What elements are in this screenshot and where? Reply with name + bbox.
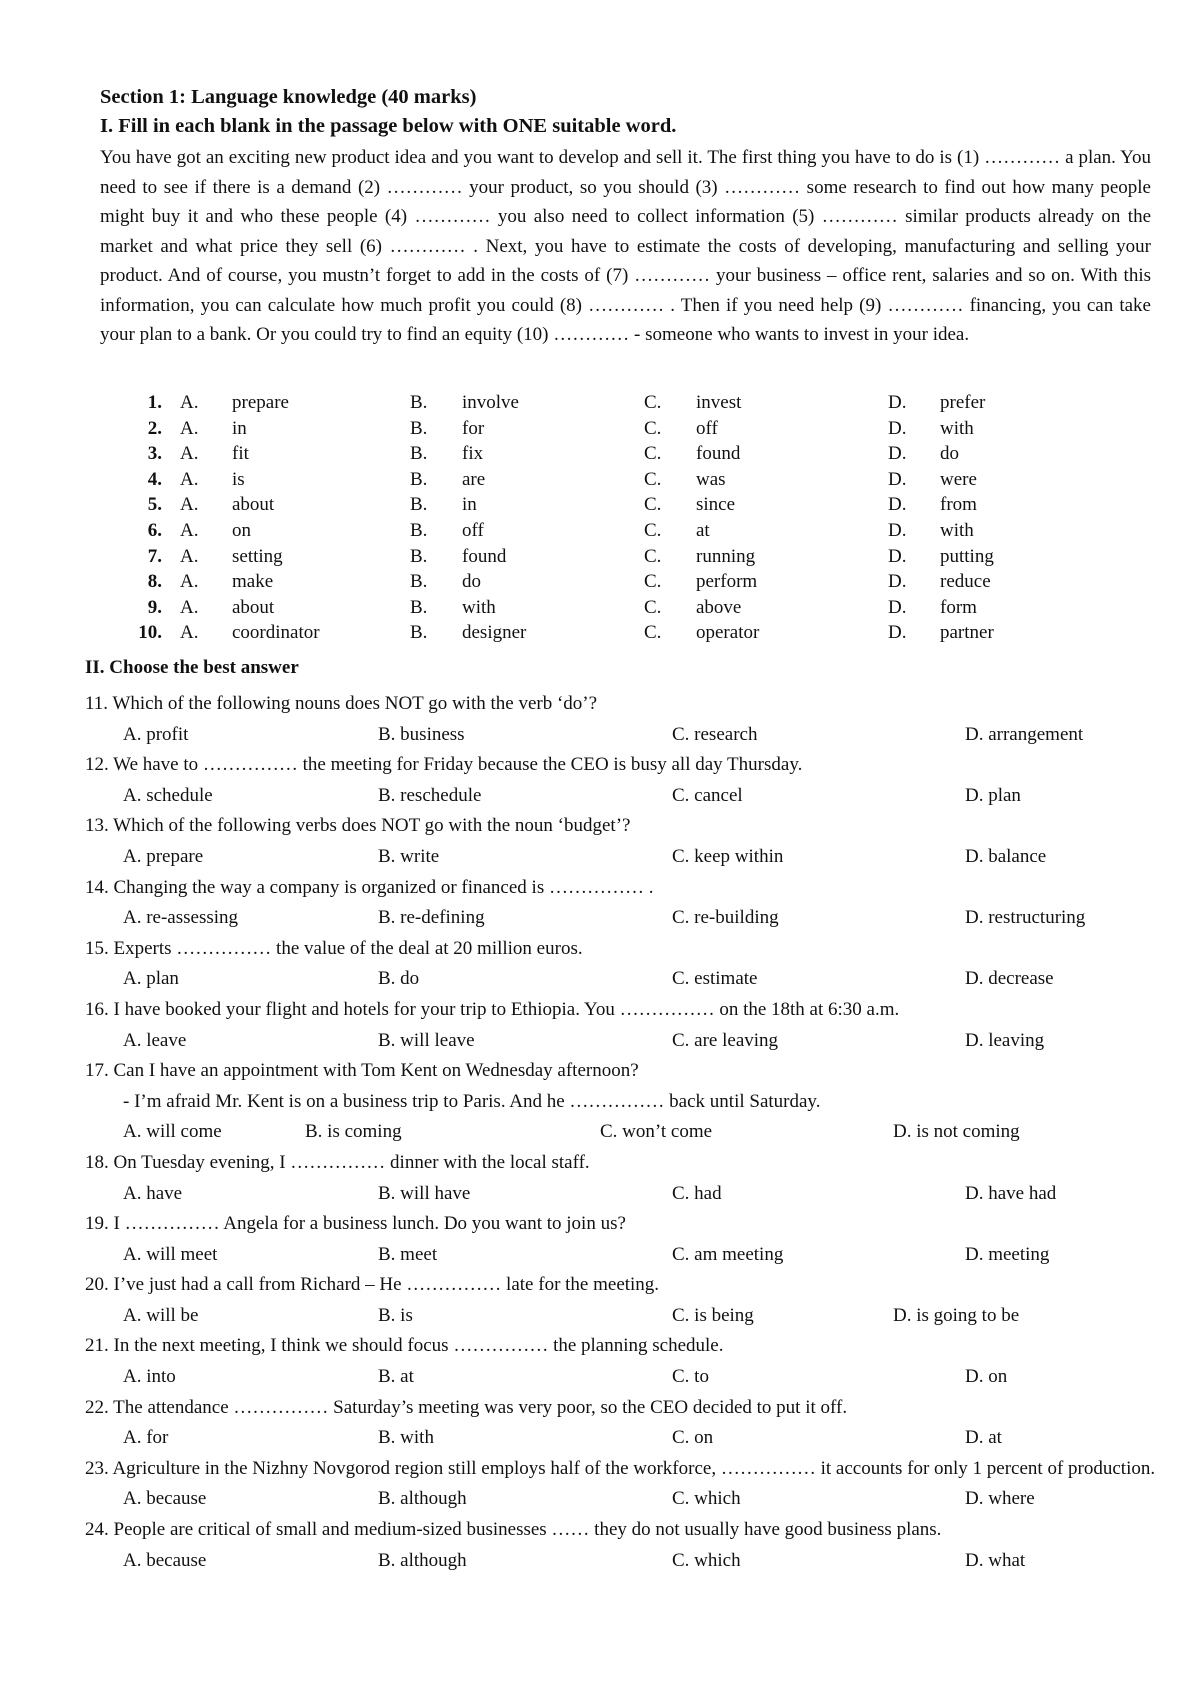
answer-row	[85, 720, 1160, 751]
question-text: 18. On Tuesday evening, I …………… dinner with the local staff.	[85, 1151, 590, 1173]
cloze-passage: You have got an exciting new product idea and you want to develop and sell it. The first thing you have to do is (1) ………… a plan. You need to see if there is a demand (2) ………… your product, so you should (3) ………… some research to find out how many people might buy it and who these people (4) ………… you also need to collect information (5) ………… similar products already on the market and what price they sell (6) ………… . Next, you have to estimate the costs of developing, manufacturing and selling your product. And of course, you mustn’t forget to add in the costs of (7) ………… your business – office rent, salaries and so on. With this information, you can calculate how much profit you could (8) ………… . Then if you need help (9) ………… financing, you can take your plan to a bank. Or you could try to find an equity (10) ………… - someone who wants to invest in your idea.	[100, 147, 1151, 345]
answer-option-c[interactable]: C. on	[672, 1427, 714, 1449]
option-letter: C.	[644, 494, 662, 516]
item-number: 3.	[147, 443, 162, 465]
option-a: about	[232, 596, 275, 618]
question-item	[85, 1209, 1160, 1270]
answer-option-d[interactable]: D. plan	[965, 784, 1021, 806]
answer-option-b[interactable]: B. although	[378, 1488, 467, 1510]
question-text: 15. Experts …………… the value of the deal at 20 million euros.	[85, 937, 583, 959]
part1-title: I. Fill in each blank in the passage below with ONE suitable word.	[100, 115, 677, 137]
option-letter: B.	[410, 417, 428, 439]
answer-option-b[interactable]: B. is	[378, 1304, 413, 1326]
question-item	[85, 689, 1160, 750]
option-b: for	[462, 417, 485, 439]
answer-option-c[interactable]: C. which	[672, 1488, 741, 1510]
answer-option-a[interactable]: A. schedule	[123, 784, 213, 806]
option-row	[130, 492, 1060, 518]
question-item	[85, 1148, 1160, 1209]
question-item	[85, 1515, 1160, 1576]
answer-row	[85, 842, 1160, 873]
option-letter: C.	[644, 443, 662, 465]
answer-option-d[interactable]: D. meeting	[965, 1243, 1050, 1265]
option-letter: B.	[410, 468, 428, 490]
option-letter: A.	[180, 545, 199, 567]
option-row	[130, 569, 1060, 595]
option-letter: C.	[644, 417, 662, 439]
option-letter: D.	[888, 443, 907, 465]
answer-option-c[interactable]: C. to	[672, 1366, 709, 1388]
answer-option-d[interactable]: D. what	[965, 1549, 1026, 1571]
question-item	[85, 1270, 1160, 1331]
answer-option-c[interactable]: C. estimate	[672, 968, 758, 990]
option-d: reduce	[940, 571, 991, 593]
answer-option-c[interactable]: C. cancel	[672, 784, 743, 806]
question-text: 11. Which of the following nouns does NOT go with the verb ‘do’?	[85, 693, 598, 714]
item-number: 2.	[147, 417, 162, 439]
question-item	[85, 1331, 1160, 1392]
option-c: perform	[696, 571, 758, 593]
answer-option-a[interactable]: A. prepare	[123, 845, 204, 867]
answer-row	[85, 781, 1160, 812]
answer-option-b[interactable]: B. re-defining	[378, 907, 485, 929]
answer-row	[85, 1546, 1160, 1577]
option-b: in	[462, 494, 477, 516]
option-letter: B.	[410, 392, 428, 413]
option-a: setting	[232, 545, 283, 567]
item-number: 7.	[147, 545, 162, 567]
item-number: 8.	[147, 571, 162, 593]
option-a: about	[232, 494, 275, 516]
item-number: 6.	[147, 519, 162, 541]
answer-option-a[interactable]: A. for	[123, 1427, 169, 1449]
option-a: fit	[232, 443, 249, 465]
option-letter: D.	[888, 545, 907, 567]
answer-option-a[interactable]: A. will be	[123, 1304, 199, 1326]
option-b: fix	[462, 443, 484, 465]
question-text: 14. Changing the way a company is organized or financed is …………… .	[85, 876, 654, 898]
answer-option-c[interactable]: C. am meeting	[672, 1243, 784, 1265]
option-letter: A.	[180, 468, 199, 490]
answer-row	[85, 1301, 1160, 1332]
option-d: prefer	[940, 392, 986, 413]
option-letter: A.	[180, 392, 199, 413]
answer-option-d[interactable]: D. have had	[965, 1182, 1057, 1204]
answer-option-c[interactable]: C. had	[672, 1182, 722, 1204]
question-text: 19. I …………… Angela for a business lunch. Do you want to join us?	[85, 1213, 626, 1235]
option-letter: C.	[644, 596, 662, 618]
option-letter: B.	[410, 494, 428, 516]
answer-option-a[interactable]: A. will come	[123, 1121, 222, 1143]
answer-row	[85, 964, 1160, 995]
answer-option-c[interactable]: C. is being	[672, 1304, 754, 1326]
answer-option-d[interactable]: D. leaving	[965, 1029, 1045, 1051]
option-letter: B.	[410, 443, 428, 465]
answer-option-d[interactable]: D. where	[965, 1488, 1035, 1510]
option-a: coordinator	[232, 622, 320, 644]
answer-option-a[interactable]: A. into	[123, 1366, 176, 1388]
option-b: with	[462, 596, 496, 618]
option-b: off	[462, 519, 484, 541]
question-text: 13. Which of the following verbs does NOT go with the noun ‘budget’?	[85, 815, 631, 837]
answer-option-b[interactable]: B. although	[378, 1549, 467, 1571]
option-a: is	[232, 468, 245, 490]
item-number: 4.	[147, 468, 162, 490]
answer-row	[85, 1117, 1160, 1148]
option-row	[130, 441, 1060, 467]
option-letter: A.	[180, 596, 199, 618]
option-c: operator	[696, 622, 760, 644]
answer-option-a[interactable]: A. leave	[123, 1029, 187, 1051]
part2-title: II. Choose the best answer	[85, 657, 299, 678]
option-d: with	[940, 519, 974, 541]
question-text: 24. People are critical of small and medium-sized businesses …… they do not usually have good business plans.	[85, 1519, 942, 1541]
option-letter: C.	[644, 622, 662, 644]
answer-option-a[interactable]: A. will meet	[123, 1243, 218, 1265]
answer-option-b[interactable]: B. will leave	[378, 1029, 475, 1051]
question-item	[85, 750, 1160, 811]
item-number: 9.	[147, 596, 162, 618]
item-number: 10.	[138, 622, 162, 644]
answer-option-a[interactable]: A. profit	[123, 723, 189, 745]
option-a: in	[232, 417, 247, 439]
answer-option-c[interactable]: C. re-building	[672, 907, 779, 929]
cloze-options-table	[130, 390, 1060, 646]
option-letter: A.	[180, 571, 199, 593]
question-subtext: - I’m afraid Mr. Kent is on a business trip to Paris. And he …………… back until Saturday.	[123, 1090, 821, 1112]
question-text: 20. I’ve just had a call from Richard – He …………… late for the meeting.	[85, 1274, 660, 1296]
option-d: partner	[940, 622, 994, 644]
answer-option-a[interactable]: A. because	[123, 1488, 207, 1510]
answer-option-d[interactable]: D. balance	[965, 845, 1047, 867]
option-d: do	[940, 443, 959, 465]
question-item	[85, 1393, 1160, 1454]
option-letter: D.	[888, 596, 907, 618]
question-item	[85, 1056, 1160, 1148]
option-letter: A.	[180, 494, 199, 516]
answer-row	[85, 1179, 1160, 1210]
option-c: since	[696, 494, 736, 516]
option-letter: C.	[644, 392, 662, 413]
option-letter: A.	[180, 443, 199, 465]
answer-option-b[interactable]: B. meet	[378, 1243, 438, 1265]
option-letter: D.	[888, 468, 907, 490]
option-row	[130, 416, 1060, 442]
option-letter: D.	[888, 417, 907, 439]
option-letter: D.	[888, 494, 907, 516]
answer-option-b[interactable]: B. do	[378, 968, 420, 990]
option-d: form	[940, 596, 977, 618]
option-row	[130, 544, 1060, 570]
question-list	[85, 689, 1160, 1576]
option-row	[130, 518, 1060, 544]
option-letter: D.	[888, 622, 907, 644]
option-letter: C.	[644, 545, 662, 567]
answer-option-a[interactable]: A. have	[123, 1182, 183, 1204]
option-letter: B.	[410, 622, 428, 644]
question-text: 22. The attendance …………… Saturday’s meeting was very poor, so the CEO decided to put it off.	[85, 1396, 848, 1418]
question-text: 23. Agriculture in the Nizhny Novgorod region still employs half of the workforce, …………… it accounts for only 1 percent of production.	[85, 1457, 1156, 1479]
option-letter: C.	[644, 468, 662, 490]
question-text: 21. In the next meeting, I think we should focus …………… the planning schedule.	[85, 1335, 724, 1357]
answer-row	[85, 903, 1160, 934]
option-letter: C.	[644, 519, 662, 541]
option-d: from	[940, 494, 977, 516]
option-row	[130, 390, 1060, 416]
item-number: 5.	[147, 494, 162, 516]
question-text: 17. Can I have an appointment with Tom Kent on Wednesday afternoon?	[85, 1060, 639, 1082]
answer-row	[85, 1484, 1160, 1515]
answer-option-b[interactable]: B. business	[378, 723, 465, 745]
option-row	[130, 467, 1060, 493]
option-letter: A.	[180, 417, 199, 439]
answer-option-b[interactable]: B. with	[378, 1427, 434, 1449]
answer-row	[85, 1240, 1160, 1271]
option-c: above	[696, 596, 742, 618]
answer-option-d[interactable]: D. is going to be	[893, 1304, 1020, 1326]
option-c: found	[696, 443, 741, 465]
option-c: off	[696, 417, 718, 439]
answer-option-d[interactable]: D. on	[965, 1366, 1008, 1388]
answer-option-b[interactable]: B. at	[378, 1366, 414, 1388]
question-text: 16. I have booked your flight and hotels for your trip to Ethiopia. You …………… on the 18th at 6:30 a.m.	[85, 998, 900, 1020]
option-b: involve	[462, 392, 519, 413]
answer-option-b[interactable]: B. will have	[378, 1182, 471, 1204]
answer-option-c[interactable]: C. research	[672, 723, 758, 745]
question-item	[85, 1454, 1160, 1515]
answer-option-a[interactable]: A. plan	[123, 968, 179, 990]
option-letter: D.	[888, 392, 907, 413]
answer-row	[85, 1423, 1160, 1454]
answer-option-d[interactable]: D. arrangement	[965, 723, 1084, 745]
option-b: do	[462, 571, 481, 593]
option-letter: C.	[644, 571, 662, 593]
answer-option-d[interactable]: D. restructuring	[965, 907, 1086, 929]
answer-option-a[interactable]: A. re-assessing	[123, 907, 239, 929]
answer-row	[85, 1362, 1160, 1393]
option-row	[130, 620, 1060, 646]
option-a: prepare	[232, 392, 289, 413]
answer-option-a[interactable]: A. because	[123, 1549, 207, 1571]
answer-option-c[interactable]: C. which	[672, 1549, 741, 1571]
option-letter: A.	[180, 622, 199, 644]
answer-option-c[interactable]: C. won’t come	[600, 1121, 713, 1143]
option-c: running	[696, 545, 756, 567]
option-c: at	[696, 519, 710, 541]
question-item	[85, 873, 1160, 934]
option-c: invest	[696, 392, 742, 413]
option-letter: A.	[180, 519, 199, 541]
option-b: are	[462, 468, 486, 490]
answer-option-d[interactable]: D. decrease	[965, 968, 1054, 990]
section-title: Section 1: Language knowledge (40 marks)	[100, 86, 477, 108]
option-letter: D.	[888, 571, 907, 593]
answer-row	[85, 1026, 1160, 1057]
option-row	[130, 595, 1060, 621]
answer-option-c[interactable]: C. are leaving	[672, 1029, 779, 1051]
answer-option-b[interactable]: B. write	[378, 845, 440, 867]
option-a: on	[232, 519, 251, 541]
question-text: 12. We have to …………… the meeting for Friday because the CEO is busy all day Thursday.	[85, 754, 803, 776]
option-letter: D.	[888, 519, 907, 541]
question-item	[85, 995, 1160, 1056]
question-item	[85, 811, 1160, 872]
option-b: found	[462, 545, 507, 567]
option-c: was	[696, 468, 726, 490]
option-letter: B.	[410, 596, 428, 618]
option-b: designer	[462, 622, 527, 644]
answer-option-b[interactable]: B. reschedule	[378, 784, 482, 806]
answer-option-d[interactable]: D. is not coming	[893, 1121, 1020, 1143]
option-letter: B.	[410, 545, 428, 567]
question-item	[85, 934, 1160, 995]
option-letter: B.	[410, 571, 428, 593]
answer-option-b[interactable]: B. is coming	[305, 1121, 402, 1143]
option-d: putting	[940, 545, 994, 567]
option-letter: B.	[410, 519, 428, 541]
option-a: make	[232, 571, 274, 593]
item-number: 1.	[147, 392, 162, 413]
option-d: were	[940, 468, 977, 490]
option-d: with	[940, 417, 974, 439]
answer-option-c[interactable]: C. keep within	[672, 845, 784, 867]
answer-option-d[interactable]: D. at	[965, 1427, 1002, 1449]
